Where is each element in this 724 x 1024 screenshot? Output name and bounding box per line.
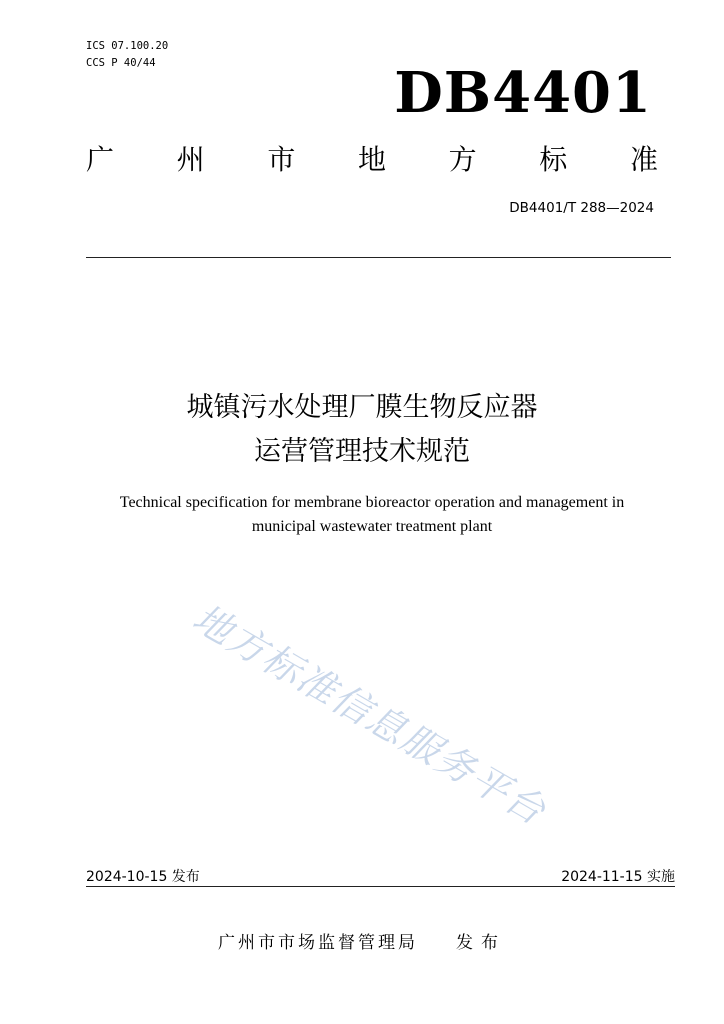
standard-code: DB4401 — [394, 60, 652, 126]
footer-divider — [86, 886, 675, 887]
standard-type-char: 市 — [267, 143, 296, 176]
release-date: 2024-10-15 发布 — [86, 869, 200, 885]
standard-type-char: 准 — [629, 143, 658, 176]
issuer — [0, 930, 724, 956]
watermark — [190, 596, 670, 856]
standard-type-char: 州 — [176, 143, 205, 176]
title-chinese-line: 城镇污水处理厂膜生物反应器 — [186, 392, 538, 423]
ics-code: ICS 07.100.20 — [86, 40, 169, 52]
issue-action: 发布 — [456, 933, 506, 953]
standard-type — [86, 140, 658, 180]
ccs-code: CCS P 40/44 — [86, 57, 156, 69]
title-english-line: Technical specification for membrane bioreactor operation and management in — [119, 494, 625, 511]
title-chinese-line: 运营管理技术规范 — [254, 436, 470, 467]
standard-type-char: 标 — [539, 143, 568, 176]
classification-codes — [86, 38, 168, 72]
title-english — [60, 491, 684, 539]
title-english-line: municipal wastewater treatment plant — [251, 518, 493, 535]
standard-type-char: 地 — [357, 143, 386, 176]
standard-type-char: 广 — [86, 143, 115, 176]
watermark-text: 地方标准信息服务平台 — [190, 596, 554, 834]
implementation-date: 2024-11-15 实施 — [561, 869, 675, 885]
header-divider — [86, 257, 671, 258]
issuing-organization: 广州市市场监督管理局 — [218, 933, 418, 953]
standard-type-char: 方 — [448, 143, 477, 176]
standard-number: DB4401/T 288—2024 — [509, 200, 654, 216]
title-chinese — [0, 386, 724, 474]
